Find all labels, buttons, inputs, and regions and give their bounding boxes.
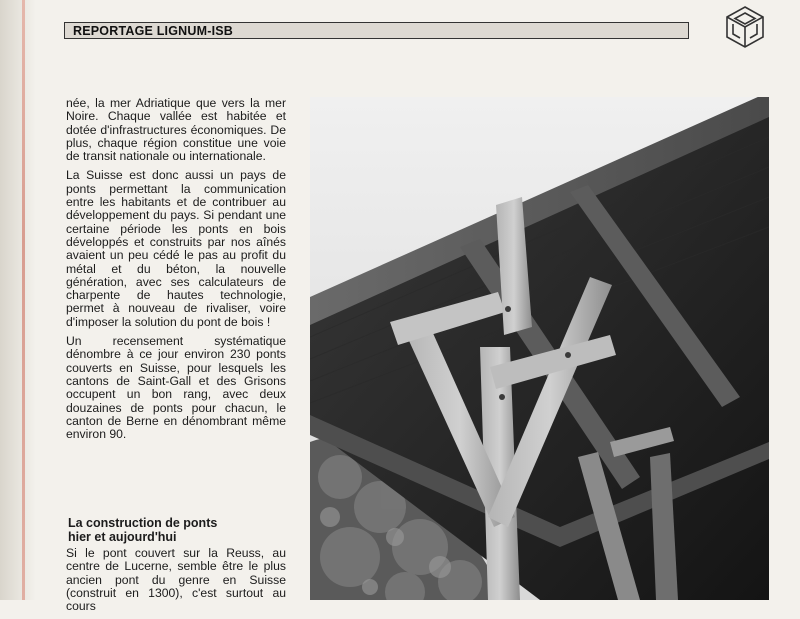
section-heading-line: hier et aujourd'hui	[68, 529, 177, 544]
isometric-cube-logo-icon	[724, 5, 766, 49]
article-paragraph: née, la mer Adriatique que vers la mer Noire. Chaque vallée est habitée et dotée d'infrastructures économiques. De plus, chaque région constitue une voie de transit nationale ou internationale.	[66, 96, 286, 164]
section-header-title: REPORTAGE LIGNUM-ISB	[73, 24, 234, 38]
covered-bridge-timber-truss-photo	[310, 97, 769, 600]
article-column-top	[66, 97, 286, 447]
section-heading	[68, 517, 288, 544]
article-paragraph: La Suisse est donc aussi un pays de ponts permettant la communication entre les habitants et de contribuer au développement du pays. Si pendant une certaine période les ponts en bois développés et construits par nos aînés avaient un peu cédé le pas au profit du métal et du béton, la nouvelle génération, avec ses calculateurs de charpente de hautes technologie, permet à nouveau de rivaliser, voire d'imposer la solution du pont de bois !	[66, 168, 286, 329]
section-heading-line: La construction de ponts	[68, 516, 218, 530]
covered-bridge-photo	[310, 97, 769, 600]
article-paragraph: Si le pont couvert sur la Reuss, au centre de Lucerne, semble être le plus ancien pont du genre en Suisse (construit en 1300), c'est surtout au cours	[66, 546, 286, 614]
page-binding-shadow	[0, 0, 36, 600]
article-column-bottom	[66, 547, 286, 619]
article-paragraph: Un recensement systématique dénombre à ce jour environ 230 ponts couverts en Suisse, pour lesquels les cantons de Saint-Gall et des Grisons occupent un bon rang, avec deux douzaines de ponts pour chacun, le canton de Berne en dénombrant même environ 90.	[66, 334, 286, 442]
page-gutter-line	[22, 0, 25, 600]
section-header-bar	[64, 22, 689, 39]
